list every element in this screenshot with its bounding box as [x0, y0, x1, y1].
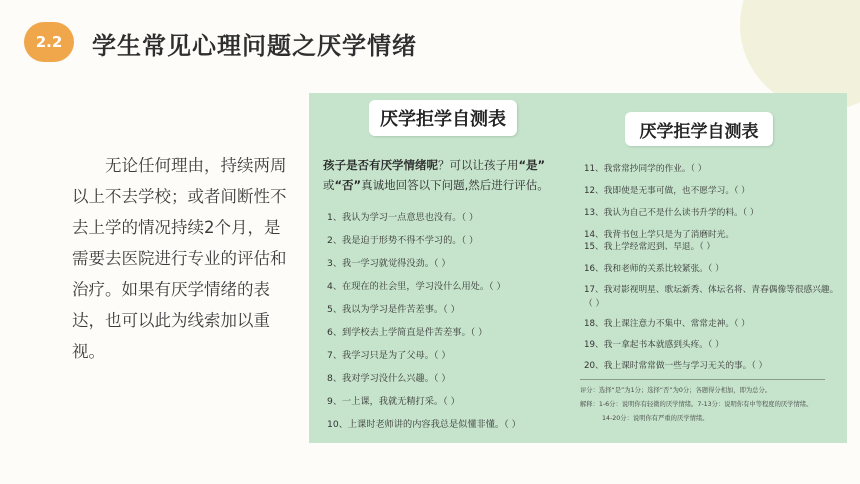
quiz-title-left: 厌学拒学自测表	[369, 100, 517, 136]
quiz-item: 8、我对学习没什么兴趣。（ ）	[327, 373, 451, 384]
quiz-item: 16、我和老师的关系比较紧张。（ ）	[584, 264, 724, 274]
scoring-explain: 解释：1-6分：说明你有轻微的厌学情绪。7-13分：说明你有中等程度的厌学情绪。	[580, 401, 813, 408]
slide-title: 学生常见心理问题之厌学情绪	[92, 32, 417, 60]
intro-or: 或	[323, 178, 335, 192]
section-badge: 2.2	[24, 22, 74, 62]
intro-instruction: 真诚地回答以下问题,然后进行评估。	[361, 178, 549, 192]
quiz-item: 5、我以为学习是件苦差事。（ ）	[327, 304, 460, 315]
quiz-item: 14、我背书包上学只是为了消磨时光。	[584, 230, 735, 240]
quiz-item: 1、我认为学习一点意思也没有。（ ）	[327, 212, 479, 223]
quiz-item: 19、我一拿起书本就感到头疼。（ ）	[584, 340, 724, 350]
quiz-item: 4、在现在的社会里，学习没什么用处。（ ）	[327, 281, 506, 292]
quiz-item: 13、我认为自己不是什么读书升学的料。（ ）	[584, 208, 759, 218]
quiz-intro	[323, 155, 575, 195]
intro-question: 孩子是否有厌学情绪呢	[323, 158, 438, 172]
quiz-item: 12、我即使是无事可做，也不愿学习。（ ）	[584, 186, 750, 196]
quiz-item: 11、我常常抄同学的作业。（ ）	[584, 164, 707, 174]
scoring-rule: 评分：选择“是”为1分；选择“否”为0分；各题得分相加，即为总分。	[580, 387, 772, 394]
body-paragraph	[72, 150, 294, 367]
quiz-item: 10、上课时老师讲的内容我总是似懂非懂。（ ）	[327, 419, 521, 430]
quiz-item: 17、我对影视明星、歌坛新秀、体坛名将、青春偶像等很感兴趣。（ ）	[584, 285, 839, 309]
body-text: 无论任何理由，持续两周以上不去学校；或者间断性不去上学的情况持续2个月，是需要去医院进行专业的评估和治疗。如果有厌学情绪的表达，也可以此为线索加以重视。	[72, 156, 287, 361]
quiz-item: 9、一上课，我就无精打采。（ ）	[327, 396, 460, 407]
intro-yes: “是”	[518, 158, 546, 172]
quiz-item: 2、我是迫于形势不得不学习的。（ ）	[327, 235, 479, 246]
quiz-item: 18、我上课注意力不集中、常常走神。（ ）	[584, 319, 750, 329]
quiz-item: 15、我上学经常迟到、早退。（ ）	[584, 242, 716, 252]
quiz-title-right: 厌学拒学自测表	[625, 112, 773, 146]
quiz-item: 7、我学习只是为了父母。（ ）	[327, 350, 451, 361]
intro-text: ？可以让孩子用	[438, 158, 519, 172]
quiz-item: 6、到学校去上学简直是件苦差事。（ ）	[327, 327, 488, 338]
quiz-image-panel	[309, 93, 847, 443]
quiz-item: 3、我一学习就觉得没劲。（ ）	[327, 258, 451, 269]
divider	[580, 379, 825, 380]
scoring-severe: 14-20分：说明你有严重的厌学情绪。	[602, 415, 709, 422]
quiz-item: 20、我上课时常常做一些与学习无关的事。（ ）	[584, 361, 768, 371]
intro-no: “否”	[334, 178, 362, 192]
